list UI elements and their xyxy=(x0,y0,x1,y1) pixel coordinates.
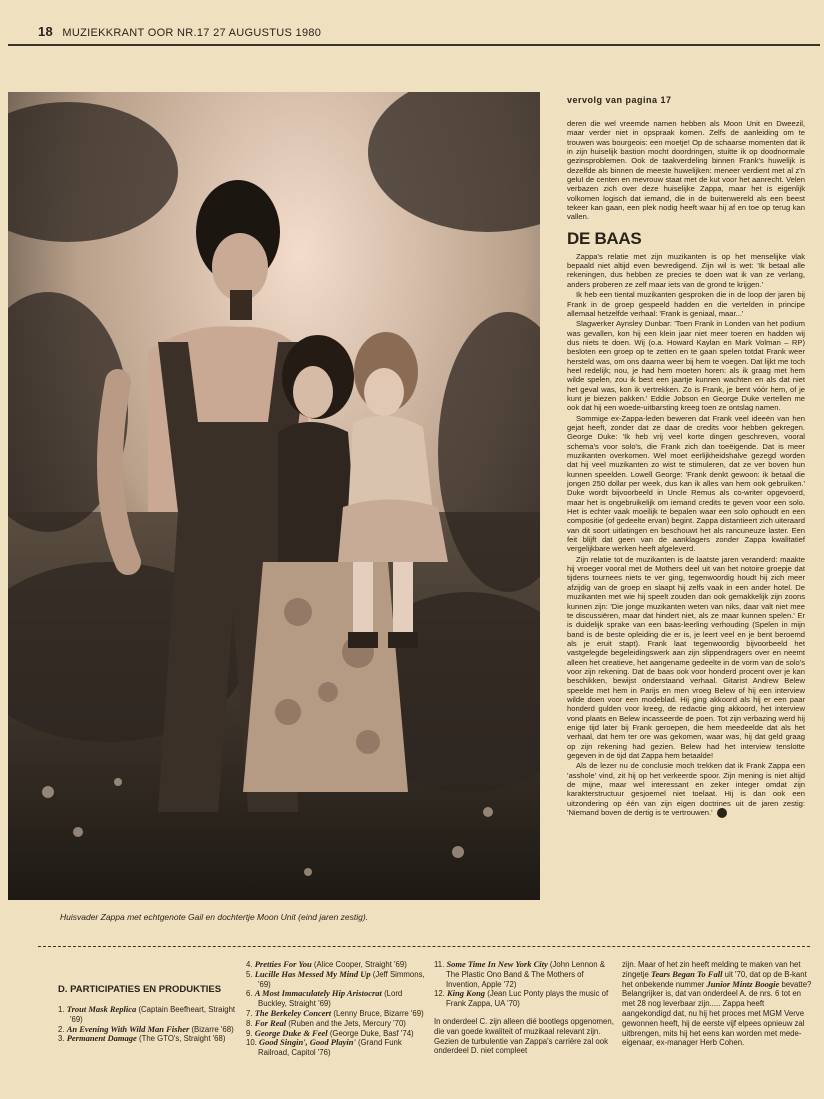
item-number: 8. xyxy=(246,1018,253,1028)
list-item xyxy=(434,989,614,1009)
participaties-title-wrap xyxy=(58,985,221,1003)
article-paragraph: Zappa's relatie met zijn muzikanten is op het menselijke vlak bepaald niet altijd even bevredigend. Zijn wil is wet: 'Ik betaal alle rekeningen, dus hebben ze precies te doen wat ik van ze verlang, anders proberen ze zelf maar iets van de grond te krijgen.' xyxy=(567,251,805,289)
section-divider xyxy=(38,946,810,947)
masthead: MUZIEKKRANT OOR NR.17 27 AUGUSTUS 1980 xyxy=(62,27,322,39)
page-header xyxy=(38,24,798,42)
item-number: 5. xyxy=(246,969,253,979)
item-detail: (Captain Beefheart, Straight '69) xyxy=(70,1005,236,1024)
item-detail: (Bizarre '68) xyxy=(191,1024,234,1034)
end-mark-icon xyxy=(717,808,727,818)
item-detail: (George Duke, Basf '74) xyxy=(329,1028,414,1038)
bootlegs-note: In onderdeel C. zijn alleen dié bootlegs opgenomen, die van goede kwaliteit of muzikaal relevant zijn. Gezien de turbulentie van Zappa's carrière zal ook onderdeel D. niet compleet xyxy=(434,1016,614,1056)
item-title: King Kong xyxy=(447,988,486,999)
item-detail: (Ruben and the Jets, Mercury '70) xyxy=(288,1018,406,1028)
list-item xyxy=(246,970,426,990)
list-item xyxy=(58,1005,238,1025)
page-number: 18 xyxy=(38,24,54,39)
item-detail: (Alice Cooper, Straight '69) xyxy=(313,960,407,969)
item-number: 2. xyxy=(58,1024,65,1034)
item-title: Permanent Damage xyxy=(66,1033,137,1044)
col4-text-a: zijn. Maar of het zin heeft melding te maken van het zingetje xyxy=(622,960,801,979)
item-title: For Real xyxy=(254,1017,287,1028)
article-paragraph: Sommige ex-Zappa-leden beweren dat Frank veel ideeën van hen gejat heeft, zonder dat ze daar de credits voor hebben gekregen. George Duke: 'Ik heb vrij veel korte dingen geschreven, vooral schema's voor solo's, die Frank zich dan toeëigende. Dat is meer muzikanten overkomen. Wel moet eerlijkheidshalve gezegd worden dat hij veel muzikanten zo wist te stimuleren, dat ze ver boven hun kunnen speelden. Lowell George: 'Frank denkt gewoon: ik betaal die jongen 250 dollar per week, dus kan ik alles van hem ook gebruiken.' Duke wordt bijvoorbeeld in Uncle Remus als co-writer opgevoerd, maar het is ongebruikelijk om iemand credits te geven voor een solo. Het is echter vaak moeilijk te bepalen waar een solo ophoudt en een compositie (of gedeelte ervan) begint. Zappa distantieert zich uiteraard van dit soort uitlatingen en beschouwt het als rancuneuze laster. Een feit blijft dat geen van de aanklagers zonder Zappa kwalitatief vergelijkbare werken heeft afgeleverd. xyxy=(567,413,805,554)
article-paragraph: Zijn relatie tot de muzikanten is de laatste jaren veranderd: maakte hij vroeger vooral met de Mothers deel uit van het notoire groepje dat tijdens tournees niets te ver ging, tegenwoordig houdt hij zich meer afzijdig van de groep en slaapt hij zelfs vaak in een ander hotel. De muzikanten met wie hij speelt zouden dan ook gemakkelijk zijn zoons kunnen zijn: 'Die jonge muzikanten weten van niks, daar valt niet mee te discussiëren, maar dat hindert niet, als ze maar kunnen spelen.' Er is duidelijk sprake van een baas-leerling verhouding (Spelen in mijn band is de beste opleiding die er is, je leert veel en je bent beroemd als je eruit stapt). Frank laat tegenwoordig bijvoorbeeld het vastgelegde begeleidingswerk aan zijn slippendragers over en neemt alleen het creatieve, het aangename gedeelte in de vorm van de solo's voor zijn rekening. Dat de baas ook voor honderd procent over je kan beschikken, bewijst onderstaand verhaal. Gitarist Andrew Belew speelde met hem in Parijs en men vroeg Belew of hij een interview wilde doen voor een modeblad. Hij ging akkoord als hij er een paar honderd gulden voor kreeg, de redactie ging akkoord, het interview vond plaats en Belew incasseerde de poen. Tot zijn verbazing werd hij enige tijd later bij Frank geroepen, die hem meedeelde dat als het verhaal, dat hem ter ore was gekomen, waar was, hij dat geld graag op zijn rekening had gezien. Belew had het interview tenslotte gegeven in de tijd dat Zappa hem betaalde! xyxy=(567,554,805,760)
participaties-col3 xyxy=(434,960,614,1056)
item-title: Lucille Has Messed My Mind Up xyxy=(254,968,371,979)
article-paragraph: Ik heb een tiental muzikanten gesproken die in de loop der jaren bij Frank in de groep gespeeld hadden en die vertelden in principe allemaal hetzelfde verhaal: 'Frank is geniaal, maar...' xyxy=(567,290,805,318)
item-detail: (John Lennon & The Plastic Ono Band & The Mothers of Invention, Apple '72) xyxy=(446,960,605,989)
item-number: 12. xyxy=(434,989,445,999)
section-heading: DE BAAS xyxy=(567,228,642,248)
item-title: Good Singin', Good Playin' xyxy=(259,1037,356,1048)
article-paragraph-text: Als de lezer nu de conclusie moch trekken dat ik Frank Zappa een 'asshole' vind, zit hij op het verkeerde spoor. Zijn mening is niet altijd de mijne, maar wel interessant en zeker integer omdat zijn karakterstructuur gesjoemel niet toelaat. Hij is dan ook een uitzondering op één van zijn eigen doctrines uit de jaren zestig: 'Niemand boven de dertig is te vertrouwen.' xyxy=(567,761,805,818)
item-title: Some Time In New York City xyxy=(446,959,548,969)
item-detail: (Jeff Simmons, '69) xyxy=(258,969,425,989)
photo-illustration xyxy=(8,92,540,900)
photo-caption: Huisvader Zappa met echtgenote Gail en dochtertje Moon Unit (eind jaren zestig). xyxy=(60,912,369,922)
item-detail: (Jean Luc Ponty plays the music of Frank Zappa, UA '70) xyxy=(446,989,609,1009)
article-intro: deren die wel vreemde namen hebben als Moon Unit en Dweezil, maar verder niet in opspraak komen. Zelfs de aanleiding om te trouwen was bourgeois: een moetje! Op de schaarse momenten dat ik in zijn huiselijk bastion mocht doordringen, stuitte ik op doodnormale gezinsproblemen. Ook de taakverdeling binnen Frank's huwelijk is dezelfde als binnen de meeste huwelijken: meneer verdient met al z'n geluI de centen en mevrouw staat met de kut voor het aanrecht. Velen verbazen zich over deze huiselijke Zappa, maar het is eigenlijk volkomen logisch dat iemand, die in de buitenwereld als een beest tekeer kan gaan, een plek nodig heeft waar hij af en toe op terug kan vallen. xyxy=(567,119,805,222)
item-detail: (Lord Buckley, Straight '69) xyxy=(258,989,403,1009)
col4-text-b: uit '70, dat op de B-kant het onbekende nummer xyxy=(622,969,807,989)
participaties-col4 xyxy=(622,960,812,1048)
photo-zappa-family xyxy=(8,92,540,900)
item-number: 6. xyxy=(246,989,253,999)
item-detail: (The GTO's, Straight '68) xyxy=(138,1034,226,1044)
col4-text-c: bevatte? Belangrijker is, dat van onderdeel A. de nrs. 6 tot en met 28 nog leverbaar zijn..... Zappa heeft aangekondigd dat, nu hij het proces met MGM Verve gewonnen heeft, hij de eerste vijf elpees opnieuw zal uitbrengen, mits hij het eens kan worden met mede-eigenaar, ex-manager Herb Cohen. xyxy=(622,979,812,1048)
article-paragraph-final xyxy=(567,761,805,818)
list-item xyxy=(246,1038,426,1058)
col4-title-2: Junior Mintz Boogie xyxy=(706,978,780,989)
article-body xyxy=(567,119,805,949)
item-number: 3. xyxy=(58,1034,65,1044)
item-title: The Berkeley Concert xyxy=(254,1007,332,1018)
col4-title-1: Tears Began To Fall xyxy=(651,968,723,979)
item-number: 4. xyxy=(246,960,253,969)
item-detail: (Grand Funk Railroad, Capitol '76) xyxy=(258,1038,402,1058)
item-title: Pretties For You xyxy=(254,959,312,969)
list-item xyxy=(58,1034,238,1044)
item-title: Trout Mask Replica xyxy=(66,1004,137,1014)
item-title: An Evening With Wild Man Fisher xyxy=(66,1023,190,1034)
item-number: 9. xyxy=(246,1028,253,1038)
item-detail: (Lenny Bruce, Bizarre '69) xyxy=(333,1008,424,1018)
item-title: George Duke & Feel xyxy=(254,1027,328,1038)
continued-from-label: vervolg van pagina 17 xyxy=(567,95,672,105)
item-number: 11. xyxy=(434,960,445,969)
header-rule xyxy=(8,44,820,46)
item-number: 7. xyxy=(246,1008,253,1018)
item-number: 1. xyxy=(58,1005,65,1014)
item-title: A Most Immaculately Hip Aristocrat xyxy=(254,988,382,999)
item-number: 10. xyxy=(246,1038,257,1048)
list-item xyxy=(434,960,614,989)
list-item xyxy=(246,989,426,1009)
participaties-col2 xyxy=(246,960,426,1058)
article-paragraph: Slagwerker Aynsley Dunbar: 'Toen Frank in Londen van het podium was gevallen, kon hij een klein jaar niet meer toeren en hadden wij dus niets te doen. Wij (o.a. Howard Kaylan en Mark Volman – RP) besloten een groep op te zetten en te gaan spelen totdat Frank weer hersteld was, om ons daarna weer bij hem te voegen. Dat lijkt me toch heel redelijk; nou, je had hem moeten horen: als ik graag met hem wilde spelen, zou ik best een jaartje kunnen wachten en als dat niet het geval was, kon ik vertrekken. Zo is Frank, je bent vóór hem, of je kunt je biezen pakken.' Eddie Jobson en George Duke vertellen me ook dat hij een woede-uitbarsting kreeg toen ze ontslag namen. xyxy=(567,319,805,413)
participaties-col1 xyxy=(58,1005,238,1044)
participaties-title: D. PARTICIPATIES EN PRODUKTIES xyxy=(58,984,222,995)
